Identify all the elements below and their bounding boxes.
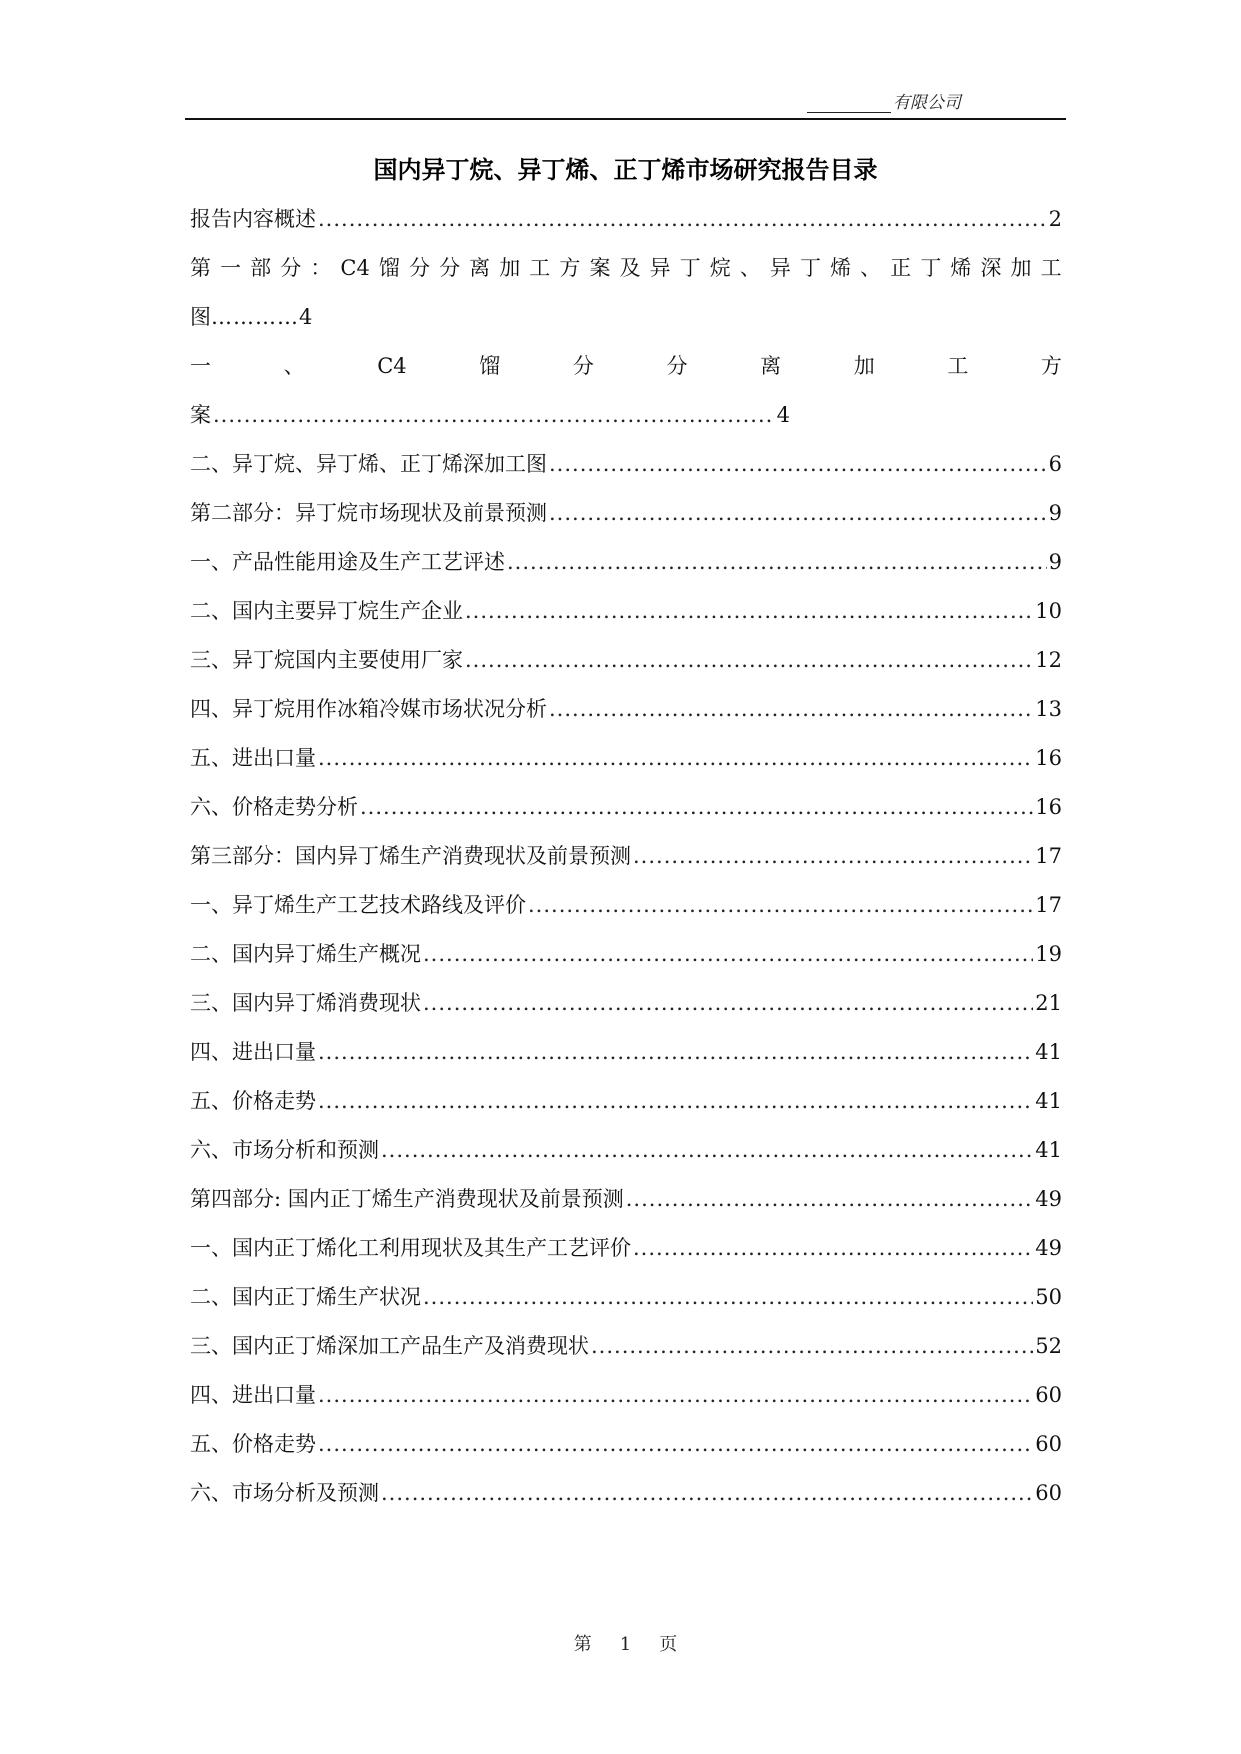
company-suffix: 有限公司 [893,93,961,113]
toc-entry-page: 13 [1035,697,1062,721]
toc-heading-char: 深 [980,256,1002,280]
toc-entry-label: 一、产品性能用途及生产工艺评述 [190,550,505,574]
toc-entry-label: 四、异丁烷用作冰箱冷媒市场状况分析 [190,697,547,721]
toc-heading-char: 烯 [830,256,852,280]
toc-entry[interactable] [190,881,1062,930]
toc-leader-dots [213,405,775,426]
toc-heading-char: 丁 [920,256,942,280]
toc-entry[interactable] [190,1126,1062,1175]
toc-entry-page: 12 [1035,648,1062,672]
toc-heading-char: 分 [408,256,430,280]
toc-heading-char: 分 [280,256,302,280]
toc-entry-label: 三、国内异丁烯消费现状 [190,991,421,1015]
toc-entry-label: 六、市场分析和预测 [190,1138,379,1162]
toc-entry-page: 6 [1048,452,1062,476]
toc-heading-char: C4 [340,256,370,280]
toc-entry[interactable] [190,636,1062,685]
toc-entry-page: 50 [1035,1285,1062,1309]
toc-entry-label: 案 [190,403,211,427]
toc-heading-char: 部 [250,256,272,280]
header-company [807,88,961,113]
toc-heading-char: 工 [947,354,969,378]
toc-entry-page: 60 [1035,1432,1062,1456]
toc-leader-dots [318,1434,1033,1455]
toc-leader-dots [318,1042,1033,1063]
toc-entry-page: 49 [1035,1236,1062,1260]
toc-entry[interactable] [190,783,1062,832]
toc-leader-dots [423,944,1033,965]
toc-entry[interactable] [190,1175,1062,1224]
toc-entry-part1-line2[interactable] [190,293,1062,342]
company-name-blank [807,94,891,113]
toc-leader-dots [318,1091,1033,1112]
toc-entry[interactable] [190,832,1062,881]
toc-heading-char: 离 [469,256,491,280]
toc-entry-page: 17 [1035,844,1062,868]
toc-entry[interactable] [190,587,1062,636]
toc-entry[interactable] [190,685,1062,734]
toc-leader-dots [381,1483,1033,1504]
toc-leader-dots [465,650,1033,671]
toc-entry-label: 三、异丁烷国内主要使用厂家 [190,648,463,672]
toc-heading-char: C4 [377,354,407,378]
toc-leader-dots [381,1140,1033,1161]
toc-heading-char: 正 [890,256,912,280]
page-header [185,84,1066,120]
toc-entry[interactable] [190,1028,1062,1077]
toc-entry-label: 一、异丁烯生产工艺技术路线及评价 [190,893,526,917]
toc-heading-char: 分 [572,354,594,378]
toc-leader-dots [318,748,1033,769]
toc-entry-label: 五、价格走势 [190,1432,316,1456]
toc-heading-char: 方 [559,256,581,280]
toc-entry[interactable] [190,538,1062,587]
toc-entry-label: 四、进出口量 [190,1383,316,1407]
toc-heading-char: 馏 [378,256,400,280]
toc-entry-page: 49 [1035,1187,1062,1211]
toc-entry-page: 16 [1035,746,1062,770]
toc-heading-char: 方 [1040,354,1062,378]
toc-entry[interactable] [190,1077,1062,1126]
toc-leader-dots [626,1189,1034,1210]
toc-heading-char: 一 [190,354,211,378]
toc-heading-char: 加 [499,256,521,280]
toc-entry-page: 10 [1035,599,1062,623]
toc-entry-page: 41 [1035,1138,1062,1162]
toc-heading-char: 烯 [950,256,972,280]
toc-entry-label: 第二部分：异丁烷市场现状及前景预测 [190,501,547,525]
toc-entry[interactable] [190,979,1062,1028]
toc-entry-label: 三、国内正丁烯深加工产品生产及消费现状 [190,1334,589,1358]
toc-heading-char: 丁 [679,256,701,280]
toc-leader-dots [465,601,1033,622]
toc-entry-page: 19 [1035,942,1062,966]
toc-entry-label: 报告内容概述 [190,207,316,231]
toc-entry-label: 五、价格走势 [190,1089,316,1113]
toc-entry-page: 2 [1048,207,1062,231]
footer-suffix: 页 [659,1634,678,1655]
toc-entry-page: 52 [1035,1334,1062,1358]
toc-entry-label: 一、国内正丁烯化工利用现状及其生产工艺评价 [190,1236,631,1260]
toc-entry[interactable] [190,734,1062,783]
page-number: 1 [619,1634,632,1655]
toc-entry-page: 21 [1035,991,1062,1015]
toc-entry-page: 16 [1035,795,1062,819]
toc-entry-overview[interactable] [190,195,1062,244]
toc-entry-item1-line1[interactable] [190,342,1062,391]
toc-heading-char: 、 [283,354,305,378]
toc-entry-label: 四、进出口量 [190,1040,316,1064]
toc-leader-dots [507,552,1047,573]
toc-leader-dots [549,454,1047,475]
toc-heading-char: 工 [1040,256,1062,280]
toc-entry-page: 60 [1035,1383,1062,1407]
toc-heading-char: 、 [860,256,882,280]
toc-entry-label: 六、价格走势分析 [190,795,358,819]
toc-entry-page: 17 [1035,893,1062,917]
toc-entry[interactable] [190,1224,1062,1273]
toc-heading-char: 案 [589,256,611,280]
toc-leader-dots [318,1385,1033,1406]
toc-entry-label: 五、进出口量 [190,746,316,770]
report-title: 国内异丁烷、异丁烯、正丁烯市场研究报告目录 [373,155,878,184]
table-of-contents [190,195,1062,1518]
toc-heading-char: ： [310,256,332,280]
toc-leader-dots [633,846,1033,867]
toc-heading-char: 及 [619,256,641,280]
toc-heading-char: 第 [190,256,211,280]
toc-entry[interactable] [190,1273,1062,1322]
toc-entry-page: 4 [299,305,313,329]
toc-leader-dots: ………… [211,305,299,329]
toc-entry[interactable] [190,489,1062,538]
toc-heading-char: 加 [1010,256,1032,280]
toc-entry-page: 4 [776,403,790,427]
page-footer [185,1630,1066,1656]
toc-heading-char: 异 [649,256,671,280]
footer-prefix: 第 [573,1634,592,1655]
toc-entry[interactable] [190,440,1062,489]
toc-entry-label: 六、市场分析及预测 [190,1481,379,1505]
toc-entry[interactable] [190,1420,1062,1469]
toc-leader-dots [318,209,1047,230]
toc-leader-dots [633,1238,1033,1259]
toc-entry-page: 41 [1035,1089,1062,1113]
toc-leader-dots [423,1287,1033,1308]
toc-leader-dots [549,503,1047,524]
toc-heading-char: 加 [853,354,875,378]
toc-heading-char: 一 [220,256,242,280]
toc-leader-dots [360,797,1033,818]
toc-entry-page: 9 [1048,550,1062,574]
toc-entry-label: 第三部分：国内异丁烯生产消费现状及前景预测 [190,844,631,868]
toc-heading-char: 分 [439,256,461,280]
toc-entry-label: 二、国内正丁烯生产状况 [190,1285,421,1309]
toc-heading-char: 、 [739,256,761,280]
toc-entry-page: 9 [1048,501,1062,525]
toc-heading-char: 异 [769,256,791,280]
toc-heading-char: 丁 [800,256,821,280]
toc-entry-part1-line1[interactable] [190,244,1062,293]
toc-entry-page: 60 [1035,1481,1062,1505]
toc-heading-char: 烷 [709,256,731,280]
toc-leader-dots [528,895,1033,916]
toc-leader-dots [591,1336,1033,1357]
toc-leader-dots [549,699,1033,720]
toc-entry-list [190,440,1062,1518]
toc-heading-char: 离 [760,354,782,378]
toc-entry-label: 二、国内异丁烯生产概况 [190,942,421,966]
toc-entry-label: 第四部分: 国内正丁烯生产消费现状及前景预测 [190,1187,624,1211]
toc-entry[interactable] [190,1371,1062,1420]
toc-entry-page: 41 [1035,1040,1062,1064]
toc-heading-char: 工 [529,256,551,280]
toc-heading-char: 分 [666,354,688,378]
toc-heading-char: 馏 [479,354,501,378]
toc-entry-label: 图 [190,305,211,329]
toc-entry-label: 二、异丁烷、异丁烯、正丁烯深加工图 [190,452,547,476]
toc-entry-item1-line2[interactable] [190,391,790,440]
toc-entry[interactable] [190,1469,1062,1518]
toc-entry[interactable] [190,930,1062,979]
toc-entry-label: 二、国内主要异丁烷生产企业 [190,599,463,623]
toc-entry[interactable] [190,1322,1062,1371]
toc-leader-dots [423,993,1033,1014]
